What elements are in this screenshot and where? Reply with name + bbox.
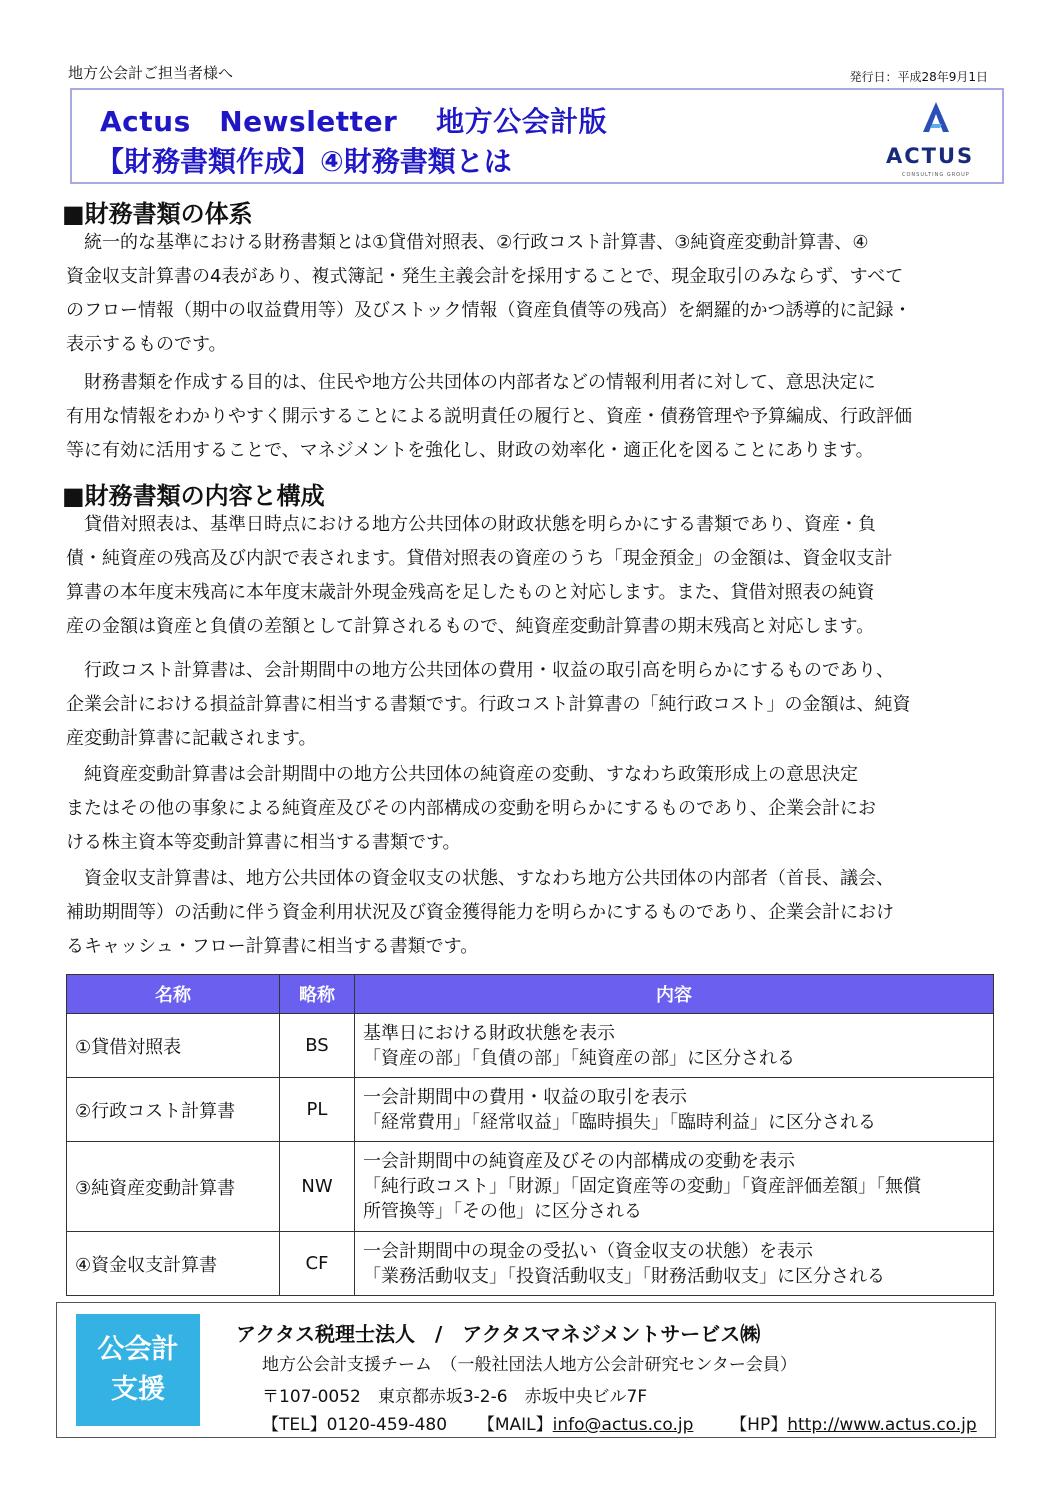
newsletter-title: Actus Newsletter 地方公会計版 [100, 105, 608, 138]
description-line: 基準日における財政状態を表示 [363, 1022, 615, 1044]
postal-address: 〒107-0052 東京都赤坂3-2-6 赤坂中央ビル7F [262, 1387, 648, 1407]
text-line: またはその他の事象による純資産及びその内部構成の変動を明らかにするものであり、企業会計にお [66, 798, 876, 819]
text-line: ける株主資本等変動計算書に相当する書類です。 [66, 832, 461, 853]
description-line: 一会計期間中の純資産及びその内部構成の変動を表示 [363, 1151, 795, 1172]
issue-date: 発行日：平成28年9月1日 [849, 70, 988, 84]
public-accounting-support-badge [76, 1314, 200, 1426]
text-line: 資金収支計算書は、地方公共団体の資金収支の状態、すなわち地方公共団体の内部者（首長、議会、 [66, 868, 894, 889]
text-line: 産変動計算書に記載されます。 [66, 728, 317, 749]
contact-line [262, 1410, 977, 1435]
description-line: 「純行政コスト」「財源」「固定資産等の変動」「資産評価差額」「無償 [363, 1176, 921, 1197]
statement-name: ①貸借対照表 [67, 1014, 280, 1078]
column-header-content: 内容 [355, 975, 994, 1014]
team-name: 地方公会計支援チーム （一般社団法人地方公会計研究センター会員） [262, 1355, 797, 1375]
statement-description [355, 1078, 994, 1142]
text-line: 行政コスト計算書は、会計期間中の地方公共団体の費用・収益の取引高を明らかにするものであり、 [66, 660, 894, 681]
paragraph [66, 508, 996, 644]
table-row [67, 1014, 994, 1078]
text-line: るキャッシュ・フロー計算書に相当する書類です。 [66, 936, 479, 957]
text-line: 貸借対照表は、基準日時点における地方公共団体の財政状態を明らかにする書類であり、資産・負 [66, 514, 876, 535]
homepage-link[interactable]: http://www.actus.co.jp [787, 1415, 977, 1435]
description-line: 「業務活動収支」「投資活動収支」「財務活動収支」に区分される [363, 1265, 885, 1287]
badge-line: 公会計 [97, 1334, 179, 1365]
description-line: 所管換等」「その他」に区分される [363, 1201, 642, 1222]
hp-label: 【HP】 [730, 1415, 788, 1435]
logo-subtext: CONSULTING GROUP [902, 172, 970, 178]
text-line: 統一的な基準における財務書類とは①貸借対照表、②行政コスト計算書、③純資産変動計算書、④ [66, 232, 869, 253]
statement-name: ②行政コスト計算書 [67, 1078, 280, 1142]
organization-name: アクタス税理士法人 / アクタスマネジメントサービス㈱ [236, 1322, 761, 1346]
tel-label: 【TEL】 [262, 1415, 327, 1435]
addressee: 地方公会計ご担当者様へ [68, 64, 234, 82]
actus-logo-mark-icon [916, 98, 956, 138]
section-heading: ■財務書類の体系 [62, 200, 253, 228]
actus-logo [880, 96, 990, 182]
paragraph [66, 366, 996, 468]
statement-name: ③純資産変動計算書 [67, 1142, 280, 1232]
description-line: 一会計期間中の現金の受払い（資金収支の状態）を表示 [363, 1240, 813, 1262]
text-line: 債・純資産の残高及び内訳で表されます。貸借対照表の資産のうち「現金預金」の金額は、資金収支計 [66, 548, 893, 569]
badge-line: 支援 [111, 1374, 165, 1405]
text-line: 等に有効に活用することで、マネジメントを強化し、財政の効率化・適正化を図ることにあります。 [66, 440, 874, 461]
paragraph [66, 758, 996, 860]
statement-abbr: CF [280, 1232, 355, 1296]
text-line: 有用な情報をわかりやすく開示することによる説明責任の履行と、資産・債務管理や予算編成、行政評価 [66, 406, 912, 427]
table-header-row [67, 975, 994, 1014]
table-row [67, 1232, 994, 1296]
statement-description [355, 1142, 994, 1232]
column-header-abbr: 略称 [280, 975, 355, 1014]
statement-description [355, 1014, 994, 1078]
paragraph [66, 654, 996, 756]
logo-text: ACTUS [886, 144, 975, 168]
description-line: 「経常費用」「経常収益」「臨時損失」「臨時利益」に区分される [363, 1111, 876, 1133]
statement-abbr: PL [280, 1078, 355, 1142]
tel-number: 0120-459-480 [326, 1415, 448, 1435]
text-line: 純資産変動計算書は会計期間中の地方公共団体の純資産の変動、すなわち政策形成上の意思決定 [66, 764, 858, 785]
financial-statements-table [66, 974, 994, 1296]
issue-subtitle: 【財務書類作成】④財務書類とは [96, 145, 512, 178]
text-line: 算書の本年度末残高に本年度末歳計外現金残高を足したものと対応します。また、貸借対照表の純資 [66, 582, 875, 603]
text-line: のフロー情報（期中の収益費用等）及びストック情報（資産負債等の残高）を網羅的かつ誘導的に記録・ [66, 300, 912, 321]
column-header-name: 名称 [67, 975, 280, 1014]
text-line: 企業会計における損益計算書に相当する書類です。行政コスト計算書の「純行政コスト」の金額は、純資 [66, 694, 911, 715]
description-line: 一会計期間中の費用・収益の取引を表示 [363, 1086, 687, 1108]
paragraph [66, 862, 996, 964]
paragraph [66, 226, 996, 362]
text-line: 産の金額は資産と負債の差額として計算されるもので、純資産変動計算書の期末残高と対応します。 [66, 616, 875, 637]
section-heading: ■財務書類の内容と構成 [62, 482, 325, 510]
statement-abbr: BS [280, 1014, 355, 1078]
text-line: 表示するものです。 [66, 334, 227, 355]
text-line: 補助期間等）の活動に伴う資金利用状況及び資金獲得能力を明らかにするものであり、企業会計におけ [66, 902, 894, 923]
table-row [67, 1142, 994, 1232]
statement-description [355, 1232, 994, 1296]
text-line: 資金収支計算書の4表があり、複式簿記・発生主義会計を採用することで、現金取引のみならず、すべて [66, 266, 904, 287]
description-line: 「資産の部」「負債の部」「純資産の部」に区分される [363, 1047, 795, 1069]
statement-abbr: NW [280, 1142, 355, 1232]
mail-link[interactable]: info@actus.co.jp [552, 1415, 694, 1435]
statement-name: ④資金収支計算書 [67, 1232, 280, 1296]
mail-label: 【MAIL】 [477, 1415, 553, 1435]
text-line: 財務書類を作成する目的は、住民や地方公共団体の内部者などの情報利用者に対して、意思決定に [66, 372, 876, 393]
table-row [67, 1078, 994, 1142]
